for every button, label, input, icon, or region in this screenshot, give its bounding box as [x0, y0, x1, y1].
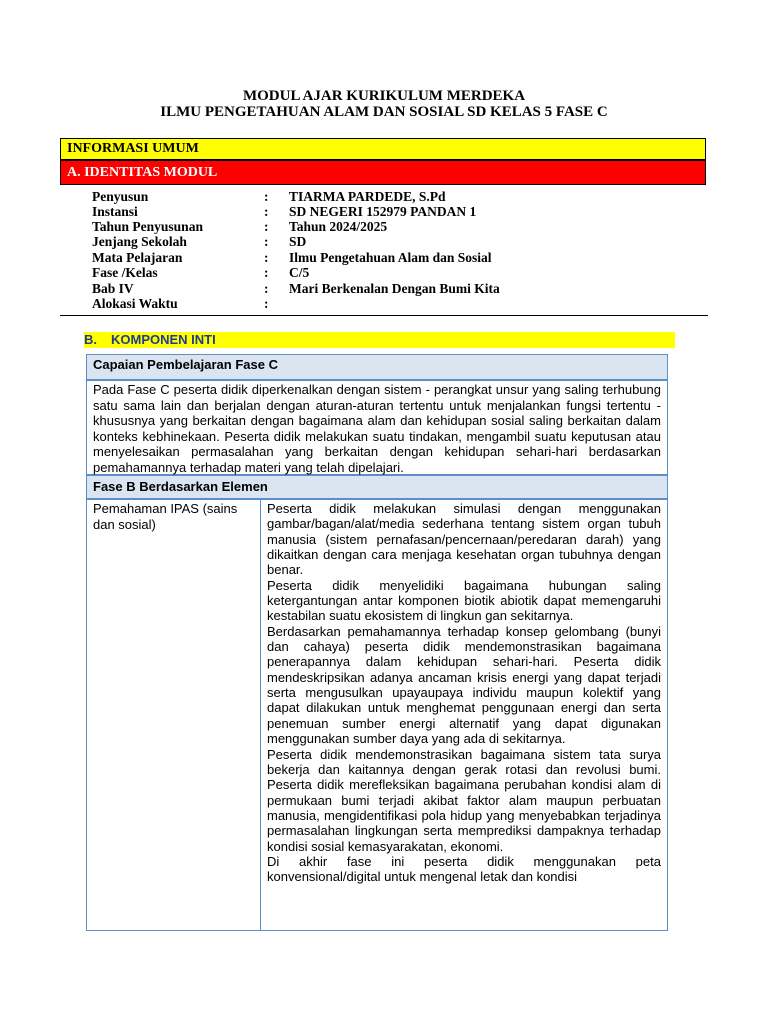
identity-value: SD NEGERI 152979 PANDAN 1: [289, 204, 477, 219]
section-divider: [60, 315, 708, 316]
identity-colon: :: [264, 265, 269, 280]
element-paragraph: Peserta didik menyelidiki bagaimana hubungan saling ketergantungan antar komponen biotik abiotik dapat memengaruhi kestabilan suatu ekosistem di lingkun gan sekitarnya.: [267, 577, 661, 624]
identity-colon: :: [264, 219, 269, 234]
element-paragraph: Berdasarkan pemahamannya terhadap konsep gelombang (bunyi dan cahaya) peserta didik mendemonstrasikan bagaimana penerapannya dalam kehidupan sehari-hari. Peserta didik mendeskripsikan adanya ancaman krisis energi yang dapat terjadi serta mengusulkan upayaupaya individu maupun kolektif yang dapat dilakukan untuk menghemat penggunaan energi dan serta penemuan sumber energi alternatif yang dapat digunakan menggunakan sumber daya yang ada di sekitarnya.: [267, 623, 661, 747]
identity-colon: :: [264, 189, 269, 204]
section-letter: B.: [84, 332, 97, 347]
identity-colon: :: [264, 296, 269, 311]
identity-colon: :: [264, 234, 269, 249]
element-paragraph: Di akhir fase ini peserta didik menggunakan peta konvensional/digital untuk mengenal letak dan kondisi: [267, 853, 661, 885]
komponen-inti-bar: [84, 332, 675, 348]
document-subtitle: ILMU PENGETAHUAN ALAM DAN SOSIAL SD KELAS 5 FASE C: [160, 104, 608, 120]
element-paragraph: Peserta didik melakukan simulasi dengan menggunakan gambar/bagan/alat/media sederhana tentang sistem organ tubuh manusia (sistem pernafasan/pencernaan/peredaran darah) yang dikaitkan dengan cara menjaga kesehatan organ tubuhnya dengan benar.: [267, 501, 661, 578]
identity-value: Tahun 2024/2025: [289, 219, 388, 234]
identity-label: Penyusun: [92, 189, 149, 204]
identity-colon: :: [264, 250, 269, 265]
element-paragraph: Peserta didik mendemonstrasikan bagaimana sistem tata surya bekerja dan kaitannya dengan gerak rotasi dan revolusi bumi. Peserta didik merefleksikan bagaimana perubahan kondisi alam di permukaan bumi terjadi akibat faktor alam maupun perbuatan manusia, mengidentifikasi pola hidup yang menyebabkan terjadinya permasalahan lingkungan serta memprediksi dampaknya terhadap kondisi sosial kemasyarakatan, ekonomi.: [267, 746, 661, 854]
informasi-umum-bar: INFORMASI UMUM: [60, 138, 706, 160]
fase-b-header: Fase B Berdasarkan Elemen: [86, 475, 668, 499]
identity-value: Ilmu Pengetahuan Alam dan Sosial: [289, 250, 492, 265]
identity-colon: :: [264, 204, 269, 219]
identity-value: SD: [289, 234, 307, 249]
identity-label: Bab IV: [92, 281, 134, 296]
identity-label: Mata Pelajaran: [92, 250, 183, 265]
identity-label: Alokasi Waktu: [92, 296, 178, 311]
identity-label: Instansi: [92, 204, 138, 219]
capaian-text: Pada Fase C peserta didik diperkenalkan dengan sistem - perangkat unsur yang saling terhubung satu sama lain dan berjalan dengan aturan-aturan tertentu untuk menjalankan fungsi tertentu - khususnya yang berkaitan dengan bagaimana alam dan kehidupan sosial saling berkaitan dalam konteks kebhinekaan. Peserta didik melakukan suatu tindakan, mengambil suatu keputusan atau menyelesaikan permasalahan yang berkaitan dengan kehidupan sehari-hari berdasarkan pemahamannya terhadap materi yang telah dipelajari.: [86, 380, 668, 475]
section-title: KOMPONEN INTI: [111, 332, 216, 347]
identity-colon: :: [264, 281, 269, 296]
identity-value: TIARMA PARDEDE, S.Pd: [289, 189, 446, 204]
capaian-header: Capaian Pembelajaran Fase C: [86, 354, 668, 380]
identity-label: Fase /Kelas: [92, 265, 158, 280]
element-name-cell: Pemahaman IPAS (sains dan sosial): [86, 499, 261, 931]
element-description-cell: [260, 499, 668, 931]
identity-value: C/5: [289, 265, 310, 280]
document-title: MODUL AJAR KURIKULUM MERDEKA: [242, 88, 526, 104]
identity-label: Tahun Penyusunan: [92, 219, 203, 234]
identitas-modul-bar: A. IDENTITAS MODUL: [60, 160, 706, 185]
identity-label: Jenjang Sekolah: [92, 234, 187, 249]
identity-value: Mari Berkenalan Dengan Bumi Kita: [289, 281, 500, 296]
